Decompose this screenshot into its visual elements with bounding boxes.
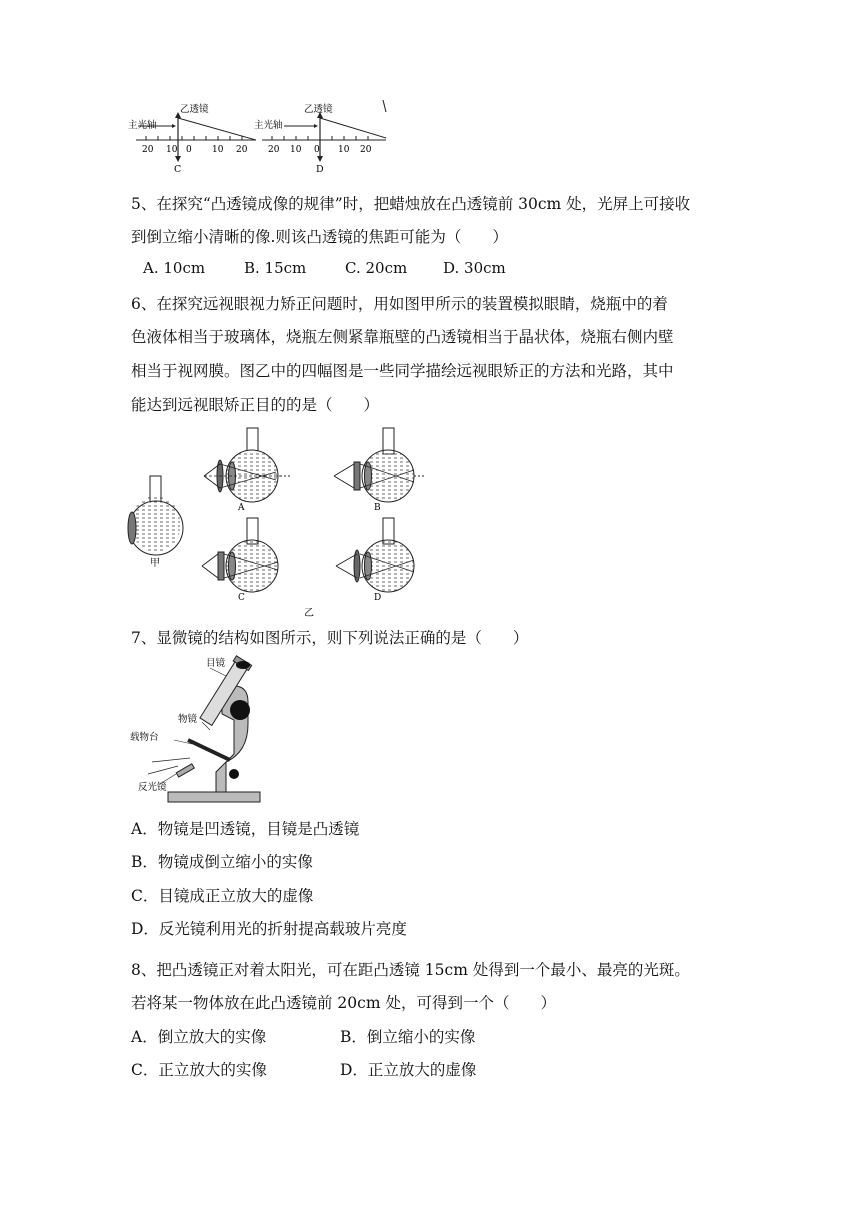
label-d: D [374,593,382,603]
tick-left-0: 20 [142,145,154,155]
q7-stem: 7、显微镜的结构如图所示，则下列说法正确的是（ ） [131,629,529,647]
label-yi: 乙 [304,608,314,619]
label-mirror: 反光镜 [138,782,167,793]
q8-option-c[interactable]: C．正立放大的实像 [131,1061,267,1079]
coarse-knob [230,700,250,720]
q5-stem-line1: 5、在探究“凸透镜成像的规律”时，把蜡烛放在凸透镜前 30cm 处，光屏上可接收 [131,195,691,213]
q8-option-d[interactable]: D．正立放大的虚像 [340,1061,477,1079]
stage-platform [188,740,230,760]
option-c-label: C [174,164,182,175]
tick-right-1: 10 [290,145,302,155]
tick-right-2: 0 [314,145,320,155]
label-eyepiece: 目镜 [206,658,226,669]
q5-option-a[interactable]: A. 10cm [143,259,206,277]
label-objective: 物镜 [178,714,198,725]
q8-stem-line2: 若将某一物体放在此凸透镜前 20cm 处，可得到一个（ ） [131,994,556,1012]
ray-left-arrow [172,124,176,128]
option-d-label: D [316,164,324,175]
ray-right [320,118,386,138]
axis-right-label: 主光轴 [254,120,283,131]
tick-right-4: 20 [360,145,372,155]
label-b: B [374,503,381,513]
eye-model-figure [124,424,444,620]
lens-right-label: 乙透镜 [304,104,333,115]
axis-ticks-left [146,136,242,140]
lens-diagram-figure [128,98,398,180]
q8-option-a[interactable]: A．倒立放大的实像 [131,1028,267,1046]
fine-knob [229,769,239,779]
q7-option-a[interactable]: A．物镜是凹透镜，目镜是凸透镜 [131,820,360,838]
q5-option-b[interactable]: B. 15cm [244,259,307,277]
eye-icon [236,661,250,669]
label-c: C [238,593,245,603]
microscope-base [168,792,260,802]
mirror-shape [176,764,194,777]
microscope-figure [130,654,270,806]
q6-stem-line3: 相当于视网膜。图乙中的四幅图是一些同学描绘远视眼矫正的方法和光路，其中 [131,362,674,380]
lens-left-arrow-bottom [175,156,181,162]
tick-left-4: 20 [236,145,248,155]
flask-a [204,428,292,502]
flask-d [336,518,414,592]
q5-option-c[interactable]: C. 20cm [345,259,408,277]
tick-left-2: 0 [186,145,192,155]
ray-left [178,118,256,140]
q8-option-b[interactable]: B．倒立缩小的实像 [340,1028,476,1046]
q6-stem-line1: 6、在探究远视眼视力矫正问题时，用如图甲所示的装置模拟眼睛，烧瓶中的着 [131,295,668,313]
q8-stem-line1: 8、把凸透镜正对着太阳光，可在距凸透镜 15cm 处得到一个最小、最亮的光斑。 [131,961,690,979]
lens-diagram-svg [128,98,398,180]
q7-option-d[interactable]: D．反光镜利用光的折射提高载玻片亮度 [131,920,407,938]
tick-right-3: 10 [338,145,350,155]
edge-mark [383,100,386,112]
label-a: A [238,503,245,513]
q7-option-b[interactable]: B．物镜成倒立缩小的实像 [131,853,313,871]
ray-right-arrow [314,124,318,128]
eye-model-svg [124,424,444,620]
tick-right-0: 20 [268,145,280,155]
flask-c [202,518,278,592]
label-stage: 载物台 [130,732,159,743]
q6-stem-line4: 能达到远视眼矫正目的的是（ ） [131,396,380,414]
q5-option-d[interactable]: D. 30cm [443,259,506,277]
q6-stem-line2: 色液体相当于玻璃体，烧瓶左侧紧靠瓶壁的凸透镜相当于晶状体，烧瓶右侧内壁 [131,328,674,346]
q7-option-c[interactable]: C．目镜成正立放大的虚像 [131,887,314,905]
label-jia: 甲 [150,558,160,569]
lens-left-label: 乙透镜 [180,104,209,115]
flask-jia [128,476,183,555]
q5-stem-line2: 到倒立缩小清晰的像.则该凸透镜的焦距可能为（ ） [131,228,508,246]
tick-left-3: 10 [212,145,224,155]
axis-left-label: 主光轴 [128,120,157,131]
microscope-svg [130,654,270,806]
tick-left-1: 10 [166,145,178,155]
lens-right-arrow-bottom [317,156,323,162]
flask-b [334,428,424,502]
